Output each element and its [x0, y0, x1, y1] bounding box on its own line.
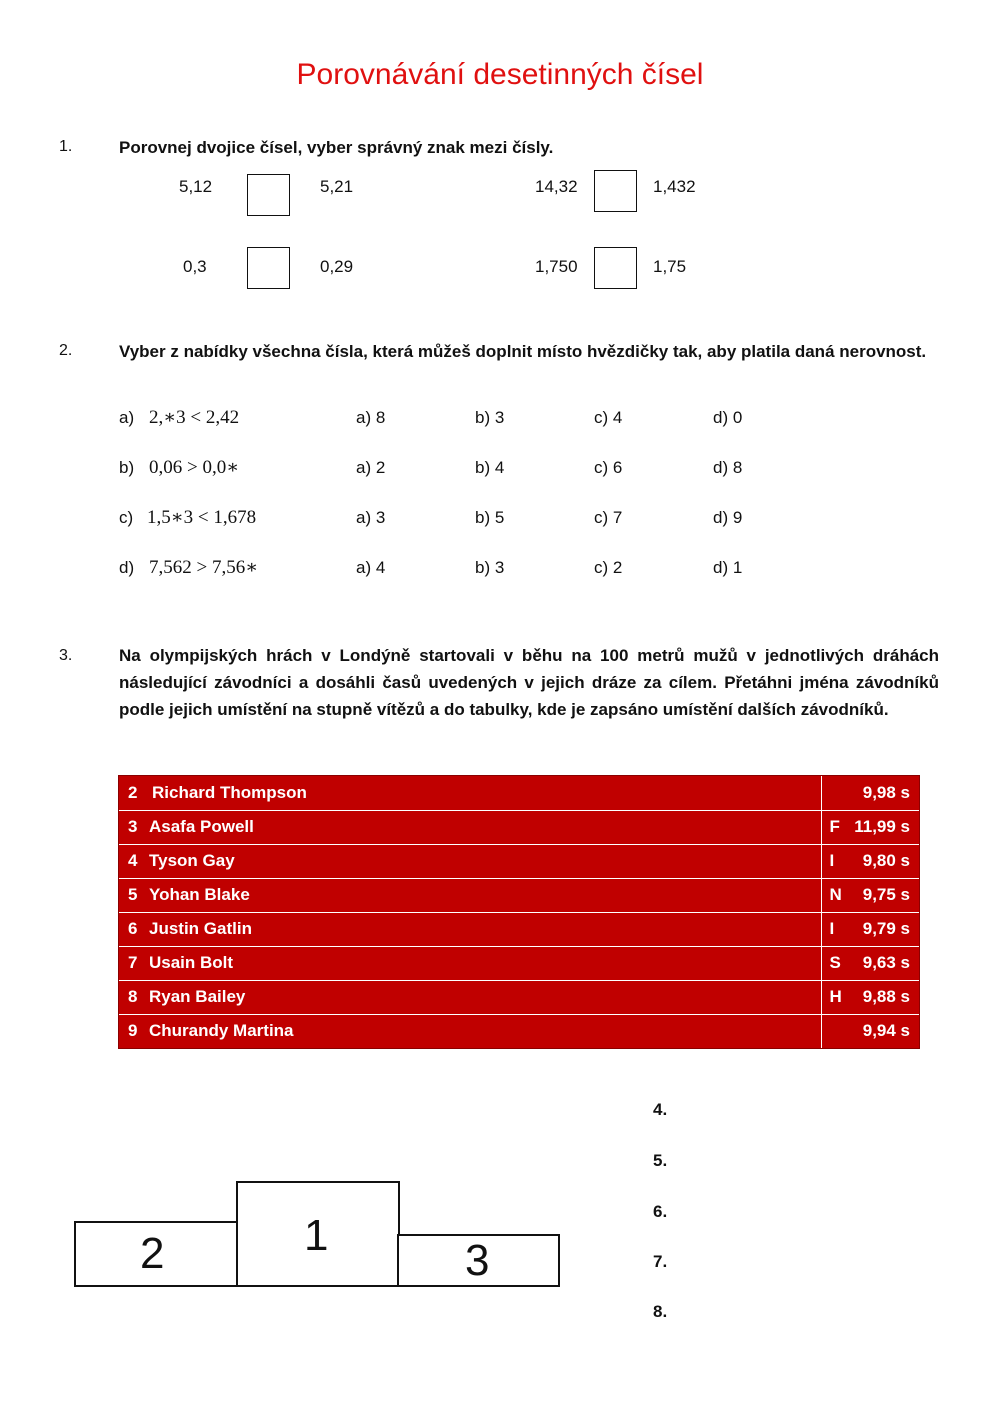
podium-third-label: 3 [465, 1236, 490, 1285]
inequality-d-option[interactable]: a) 4 [356, 558, 386, 577]
runner-time: 9,63 s [851, 946, 919, 980]
table-row [119, 980, 919, 1014]
runner-name[interactable]: Churandy Martina [149, 1021, 294, 1041]
question-3-text: Na olympijských hrách v Londýně startovali v běhu na 100 metrů mužů v jednotlivých dráhách následující závodníci a dosáhli časů uvedených v jejich dráze za cílem. Přetáhni jména závodníků podle jejich umístění na stupně vítězů a do tabulky, kde je zapsáno umístění dalších závodníků. [119, 646, 939, 719]
lane-number: 9 [128, 1021, 138, 1041]
runner-time: 9,75 s [851, 878, 919, 912]
inequality-a-option[interactable]: c) 4 [594, 408, 623, 427]
inequality-b-option[interactable]: d) 8 [713, 458, 743, 477]
letter-code: S [821, 946, 851, 980]
lane-number: 4 [119, 844, 149, 878]
inequality-c-expression: 1,5∗3 < 1,678 [147, 507, 257, 528]
runner-time: 9,94 s [862, 1021, 910, 1041]
table-row [119, 912, 919, 946]
letter-code: I [821, 912, 851, 946]
inequality-c-label: c) [119, 508, 134, 527]
inequality-d-option[interactable]: d) 1 [713, 558, 743, 577]
pair-4-sign-box[interactable] [594, 247, 637, 289]
pair-2-right: 1,432 [653, 177, 696, 196]
question-3-number: 3. [59, 647, 73, 664]
runner-time: 9,80 s [851, 844, 919, 878]
inequality-a-option[interactable]: a) 8 [356, 408, 386, 427]
inequality-a-option[interactable]: b) 3 [475, 408, 505, 427]
place-8-slot[interactable]: 8. [653, 1302, 668, 1321]
inequality-b-option[interactable]: b) 4 [475, 458, 505, 477]
pair-3-right: 0,29 [320, 257, 354, 276]
runner-name[interactable]: Justin Gatlin [149, 912, 821, 946]
runner-name[interactable]: Tyson Gay [149, 844, 821, 878]
inequality-b-expression: 0,06 > 0,0∗ [149, 457, 240, 478]
pair-2-left: 14,32 [535, 177, 578, 196]
runner-name[interactable]: Yohan Blake [149, 878, 821, 912]
runners-table [119, 776, 919, 1048]
runner-time: 9,98 s [851, 776, 919, 810]
question-2-text: Vyber z nabídky všechna čísla, která můžeš doplnit místo hvězdičky tak, aby platila daná nerovnost. [119, 342, 927, 361]
place-7-slot[interactable]: 7. [653, 1252, 668, 1271]
pair-4-left: 1,750 [535, 257, 578, 276]
letter-code: I [821, 844, 851, 878]
table-row [119, 844, 919, 878]
inequality-b-label: b) [119, 458, 135, 477]
podium-third-place[interactable] [397, 1234, 560, 1287]
table-row [119, 1014, 919, 1048]
pair-3-left: 0,3 [183, 257, 207, 276]
pair-3-sign-box[interactable] [247, 247, 290, 289]
lane-number: 5 [119, 878, 149, 912]
inequality-a-label: a) [119, 408, 135, 427]
question-1-number: 1. [59, 138, 73, 155]
inequality-d-option[interactable]: b) 3 [475, 558, 505, 577]
runner-name[interactable]: Richard Thompson [149, 776, 821, 810]
letter-code: N [821, 878, 851, 912]
place-6-slot[interactable]: 6. [653, 1202, 668, 1221]
table-row [119, 946, 919, 980]
question-1-text: Porovnej dvojice čísel, vyber správný znak mezi čísly. [119, 138, 554, 157]
inequality-d-expression: 7,562 > 7,56∗ [149, 557, 259, 578]
inequality-c-option[interactable]: b) 5 [475, 508, 505, 527]
inequality-d-label: d) [119, 558, 135, 577]
lane-number: 8 [119, 980, 149, 1014]
runner-name[interactable]: Asafa Powell [149, 810, 821, 844]
pair-4-right: 1,75 [653, 257, 687, 276]
podium-second-label: 2 [140, 1229, 165, 1278]
table-row [119, 878, 919, 912]
inequality-c-option[interactable]: c) 7 [594, 508, 623, 527]
podium-first-place[interactable] [236, 1181, 400, 1287]
inequality-a-expression: 2,∗3 < 2,42 [149, 407, 240, 428]
runner-time: 11,99 s [851, 810, 919, 844]
runner-time: 9,88 s [851, 980, 919, 1014]
page-title: Porovnávání desetinných čísel [296, 58, 704, 91]
inequality-d-option[interactable]: c) 2 [594, 558, 623, 577]
lane-number: 6 [119, 912, 149, 946]
table-row [119, 776, 919, 810]
letter-code [821, 776, 851, 810]
pair-1-right: 5,21 [320, 177, 354, 196]
inequality-b-option[interactable]: c) 6 [594, 458, 623, 477]
pair-2-sign-box[interactable] [594, 170, 637, 212]
lane-number: 7 [119, 946, 149, 980]
letter-code [821, 1014, 851, 1048]
place-4-slot[interactable]: 4. [653, 1100, 668, 1119]
inequality-c-option[interactable]: a) 3 [356, 508, 386, 527]
letter-code: F [821, 810, 851, 844]
place-5-slot[interactable]: 5. [653, 1151, 668, 1170]
runner-time: 9,79 s [851, 912, 919, 946]
inequality-b-option[interactable]: a) 2 [356, 458, 386, 477]
podium-first-label: 1 [304, 1211, 329, 1260]
runner-name[interactable]: Ryan Bailey [149, 980, 821, 1014]
runner-name[interactable]: Usain Bolt [149, 946, 821, 980]
pair-1-sign-box[interactable] [247, 174, 290, 216]
letter-code: H [821, 980, 851, 1014]
inequality-c-option[interactable]: d) 9 [713, 508, 743, 527]
podium-second-place[interactable] [74, 1221, 239, 1287]
question-2-number: 2. [59, 342, 73, 359]
inequality-a-option[interactable]: d) 0 [713, 408, 743, 427]
pair-1-left: 5,12 [179, 177, 213, 196]
lane-number: 2 [119, 776, 149, 810]
table-row [119, 810, 919, 844]
lane-number: 3 [119, 810, 149, 844]
